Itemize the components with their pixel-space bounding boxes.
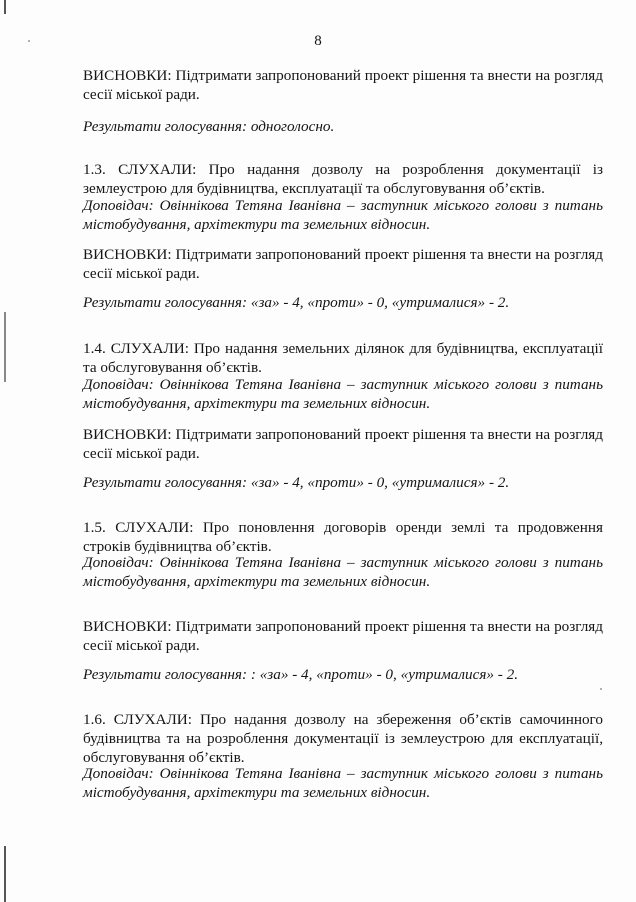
scan-speck [600,688,602,690]
speaker-item-1-3: Доповідач: Овіннікова Тетяна Іванівна – заступник міського голови з питань містобудування, архітектури та земельних відносин. [83,197,603,233]
heard-item-1-4: 1.4. СЛУХАЛИ: Про надання земельних ділянок для будівництва, експлуатації та обслуговування об’єктів. [83,340,603,376]
heard-item-1-5: 1.5. СЛУХАЛИ: Про поновлення договорів оренди землі та продовження строків будівництва об’єктів. [83,519,603,555]
voting-result-item-1-5: Результати голосування: : «за» - 4, «проти» - 0, «утрималися» - 2. [83,666,519,683]
voting-result-item-1-4: Результати голосування: «за» - 4, «проти» - 0, «утрималися» - 2. [83,474,510,491]
voting-result-item-1-3: Результати голосування: «за» - 4, «проти» - 0, «утрималися» - 2. [83,294,510,311]
scan-edge-mark [4,312,6,382]
scan-speck [28,40,30,42]
conclusion-item-1-3: ВИСНОВКИ: Підтримати запропонований проект рішення та внести на розгляд сесії міської ради. [83,246,603,282]
page-number: 8 [314,33,322,49]
conclusion-item-1-5: ВИСНОВКИ: Підтримати запропонований проект рішення та внести на розгляд сесії міської ради. [83,618,603,654]
speaker-item-1-5: Доповідач: Овіннікова Тетяна Іванівна – заступник міського голови з питань містобудування, архітектури та земельних відносин. [83,554,603,590]
heard-item-1-6: 1.6. СЛУХАЛИ: Про надання дозволу на збереження об’єктів самочинного будівництва та на розроблення документації із землеустрою для експлуатації, обслуговування об’єктів. [83,711,603,766]
voting-result: Результати голосування: одноголосно. [83,118,335,135]
heard-item-1-3: 1.3. СЛУХАЛИ: Про надання дозволу на розроблення документації із землеустрою для будівництва, експлуатації та обслуговування об’єктів. [83,161,603,197]
conclusion-item-1-4: ВИСНОВКИ: Підтримати запропонований проект рішення та внести на розгляд сесії міської ради. [83,426,603,462]
speaker-item-1-6: Доповідач: Овіннікова Тетяна Іванівна – заступник міського голови з питань містобудування, архітектури та земельних відносин. [83,765,603,801]
scan-edge-mark [4,846,6,902]
speaker-item-1-4: Доповідач: Овіннікова Тетяна Іванівна – заступник міського голови з питань містобудування, архітектури та земельних відносин. [83,376,603,412]
scan-edge-mark [4,0,6,14]
conclusion-text: ВИСНОВКИ: Підтримати запропонований проект рішення та внести на розгляд сесії міської ради. [83,67,603,103]
